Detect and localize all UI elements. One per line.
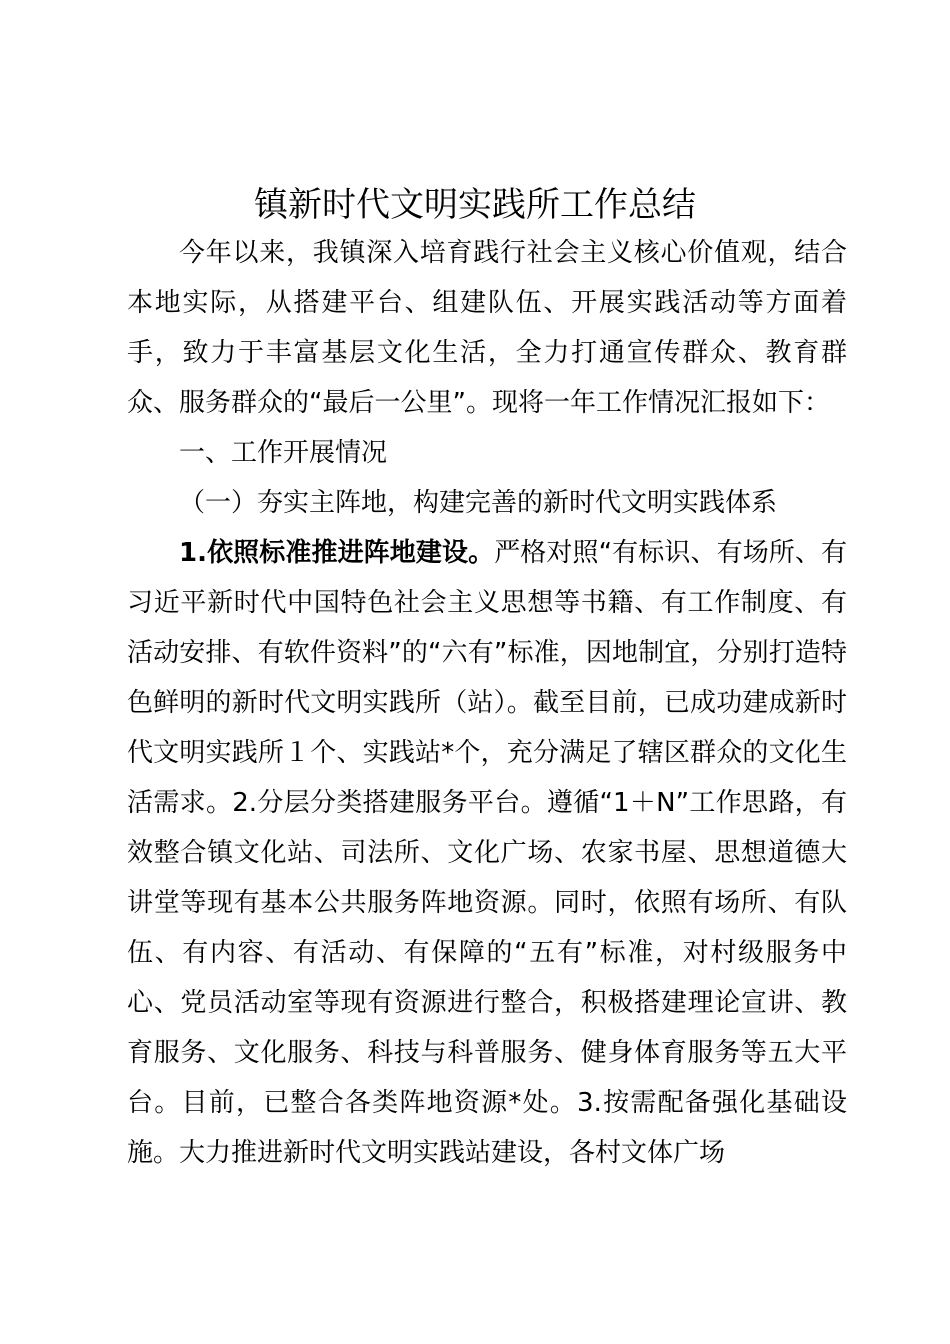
item-paragraph [127,528,847,1178]
subsection-heading: （一）夯实主阵地，构建完善的新时代文明实践体系 [179,488,778,518]
intro-paragraph: 今年以来，我镇深入培育践行社会主义核心价值观，结合本地实际，从搭建平台、组建队伍、开展实践活动等方面着手，致力于丰富基层文化生活，全力打通宣传群众、教育群众、服务群众的“最后一公里”。现将一年工作情况汇报如下： [127,238,847,418]
section-heading: 一、工作开展情况 [179,438,388,468]
item-lead: 1.依照标准推进阵地建设。 [179,538,495,568]
document-title: 镇新时代文明实践所工作总结 [254,185,696,225]
item-body: 严格对照“有标识、有场所、有习近平新时代中国特色社会主义思想等书籍、有工作制度、有活动安排、有软件资料”的“六有”标准，因地制宜，分别打造特色鲜明的新时代文明实践所（站）。截至目前，已成功建成新时代文明实践所１个、实践站*个，充分满足了辖区群众的文化生活需求。2.分层分类搭建服务平台。遵循“1＋N”工作思路，有效整合镇文化站、司法所、文化广场、农家书屋、思想道德大讲堂等现有基本公共服务阵地资源。同时，依照有场所、有队伍、有内容、有活动、有保障的“五有”标准，对村级服务中心、党员活动室等现有资源进行整合，积极搭建理论宣讲、教育服务、文化服务、科技与科普服务、健身体育服务等五大平台。目前，已整合各类阵地资源*处。3.按需配备强化基础设施。大力推进新时代文明实践站建设，各村文体广场 [127,538,847,1168]
